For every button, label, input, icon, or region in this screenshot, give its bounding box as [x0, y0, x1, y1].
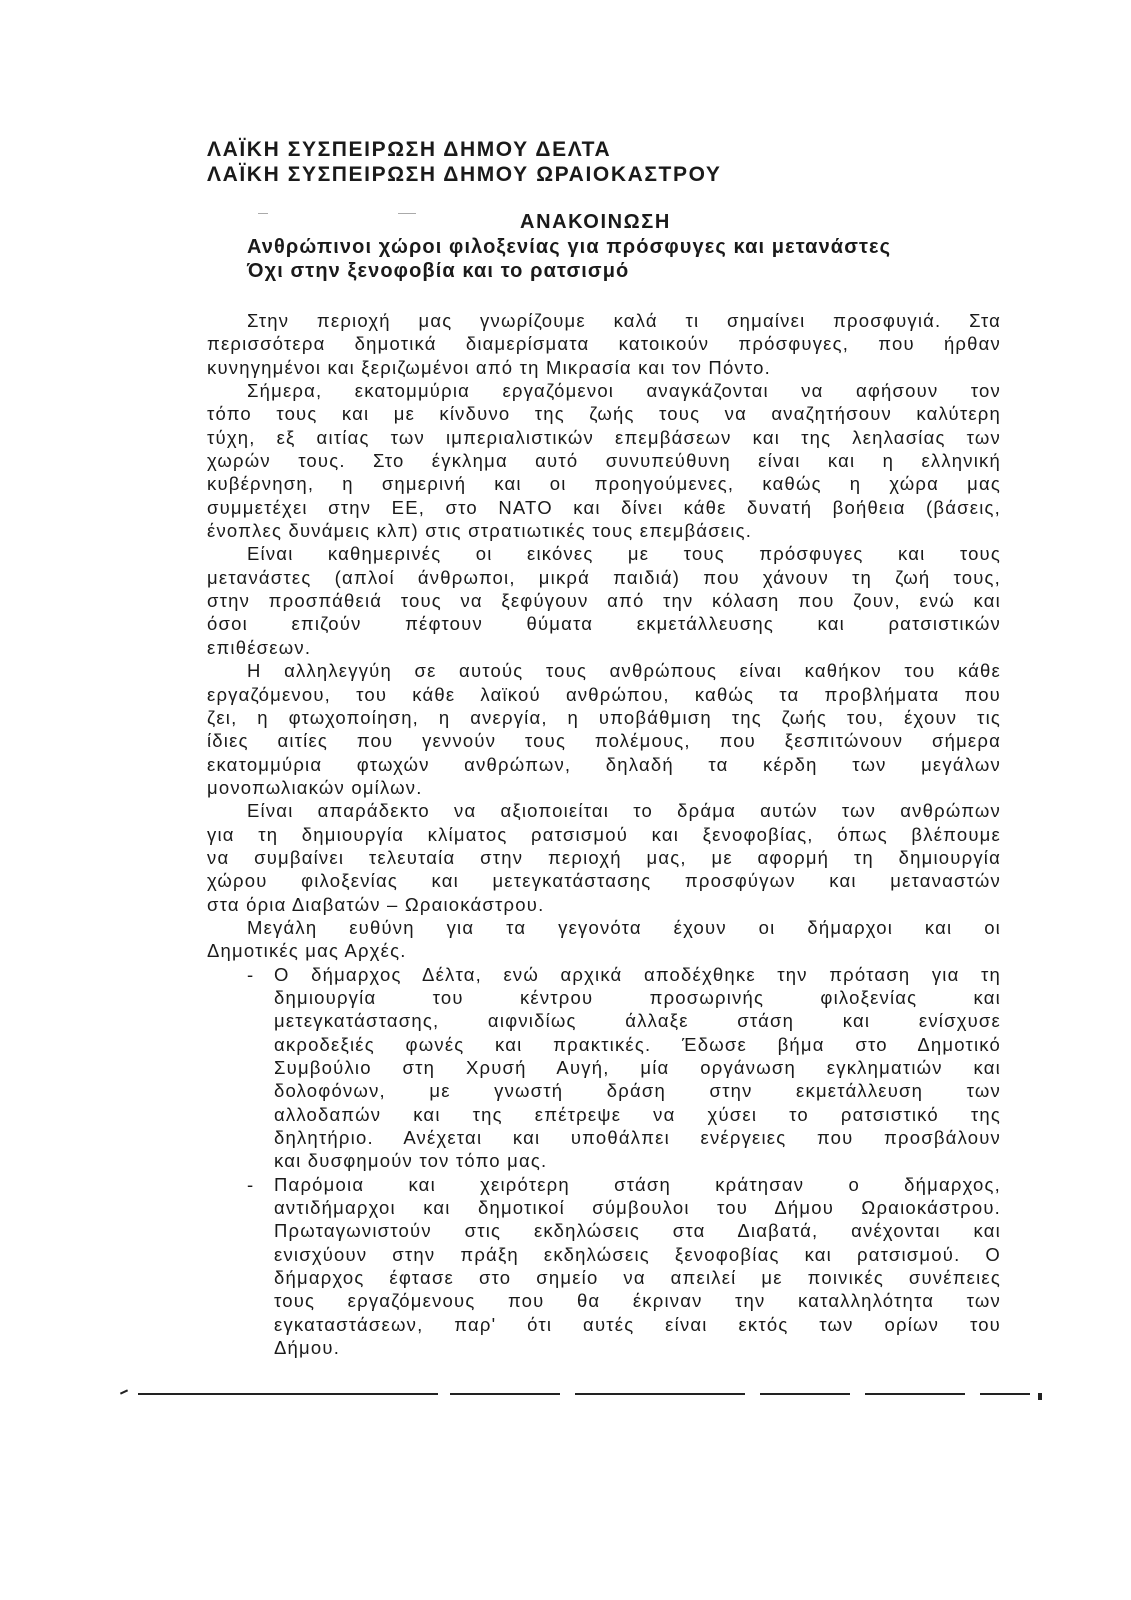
line-text: Είναι απαράδεκτο να αξιοποιείται το δράμα αυτών των ανθρώπων	[247, 800, 1001, 822]
line-text: κυνηγημένοι και ξεριζωμένοι από τη Μικρασία και τον Πόντο.	[207, 356, 771, 378]
text-line	[207, 426, 1001, 449]
text-line	[207, 1266, 1001, 1289]
line-text: μετεγκατάστασης, αιφνιδίως άλλαξε στάση και ενίσχυσε	[274, 1010, 1001, 1032]
line-text: μονοπωλιακών ομίλων.	[207, 776, 423, 798]
text-line	[207, 869, 1001, 892]
line-text: να συμβαίνει τελευταία στην περιοχή μας, με αφορμή τη δημιουργία	[207, 846, 1001, 868]
line-text: επιθέσεων.	[207, 636, 312, 658]
organization-name-oraiokastro: ΛΑΪΚΗ ΣΥΣΠΕΙΡΩΣΗ ΔΗΜΟΥ ΩΡΑΙΟΚΑΣΤΡΟΥ	[207, 163, 722, 186]
line-text: Δήμου.	[274, 1337, 341, 1359]
paragraph	[207, 659, 1001, 799]
organization-name-delta: ΛΑΪΚΗ ΣΥΣΠΕΙΡΩΣΗ ΔΗΜΟΥ ΔΕΛΤΑ	[207, 138, 612, 161]
line-text: συμμετέχει στην ΕΕ, στο ΝΑΤΟ και δίνει κάθε δυνατή βοήθεια (βάσεις,	[207, 496, 1001, 518]
text-line	[207, 729, 1001, 752]
text-line	[207, 893, 1001, 916]
line-text: Δημοτικές μας Αρχές.	[207, 940, 407, 962]
text-line	[207, 519, 1001, 542]
text-line	[207, 589, 1001, 612]
line-text: Παρόμοια και χειρότερη στάση κράτησαν ο δήμαρχος,	[274, 1173, 1001, 1195]
text-line	[207, 472, 1001, 495]
document-subtitle-2: Όχι στην ξενοφοβία και το ρατσισμό	[247, 260, 630, 282]
line-text: Στην περιοχή μας γνωρίζουμε καλά τι σημαίνει προσφυγιά. Στα	[247, 310, 1001, 331]
text-line	[207, 496, 1001, 519]
bullet-dash: -	[247, 963, 255, 985]
line-text: αντιδήμαρχοι και δημοτικοί σύμβουλοι του Δήμου Ωραιοκάστρου.	[274, 1197, 1001, 1219]
line-text: στην προσπάθειά τους να ξεφύγουν από την κόλαση που ζουν, ενώ και	[207, 590, 1001, 612]
text-line	[207, 1033, 1001, 1056]
text-line	[207, 1196, 1001, 1219]
paragraph	[207, 916, 1001, 963]
scan-artifact	[398, 213, 416, 214]
text-line	[207, 1173, 1001, 1196]
line-text: ζει, η φτωχοποίηση, η ανεργία, η υποβάθμιση της ζωής του, έχουν τις	[207, 706, 1001, 728]
text-line	[207, 916, 1001, 939]
line-text: ακροδεξιές φωνές και πρακτικές. Έδωσε βήμα στο Δημοτικό	[274, 1033, 1001, 1055]
text-line	[207, 1009, 1001, 1032]
text-line	[207, 1243, 1001, 1266]
line-text: εγκαταστάσεων, παρ' ότι αυτές είναι εκτός των ορίων του	[274, 1313, 1001, 1335]
text-line	[207, 799, 1001, 822]
text-line	[207, 753, 1001, 776]
text-line	[207, 542, 1001, 565]
line-text: περισσότερα δημοτικά διαμερίσματα κατοικούν πρόσφυγες, που ήρθαν	[207, 333, 1001, 355]
paragraph	[207, 799, 1001, 916]
line-text: ενισχύουν στην πράξη εκδηλώσεις ξενοφοβίας και ρατσισμού. Ο	[274, 1243, 1001, 1265]
line-text: Πρωταγωνιστούν στις εκδηλώσεις στα Διαβατά, ανέχονται και	[274, 1220, 1001, 1242]
line-text: χώρου φιλοξενίας και μετεγκατάστασης προσφύγων και μεταναστών	[207, 870, 1001, 892]
line-text: αλλοδαπών και της επέτρεψε να χύσει το ρατσιστικό της	[274, 1103, 1001, 1125]
text-line	[207, 379, 1001, 402]
text-line	[207, 1079, 1001, 1102]
line-text: κυβέρνηση, η σημερινή και οι προηγούμενες, καθώς η χώρα μας	[207, 473, 1001, 495]
line-text: Ο δήμαρχος Δέλτα, ενώ αρχικά αποδέχθηκε την πρόταση για τη	[274, 963, 1001, 985]
line-text: στα όρια Διαβατών – Ωραιοκάστρου.	[207, 893, 545, 915]
text-line	[207, 1149, 1001, 1172]
text-line	[207, 939, 1001, 962]
text-line	[207, 612, 1001, 635]
line-text: Σήμερα, εκατομμύρια εργαζόμενοι αναγκάζονται να αφήσουν τον	[247, 380, 1001, 402]
text-line	[207, 1313, 1001, 1336]
line-text: δολοφόνων, με γνωστή δράση στην εκμετάλλευση των	[274, 1080, 1001, 1102]
line-text: ένοπλες δυνάμεις κλπ) στις στρατιωτικές τους επεμβάσεις.	[207, 520, 753, 542]
text-line	[207, 683, 1001, 706]
text-line	[207, 659, 1001, 682]
line-text: εργαζόμενου, του κάθε λαϊκού ανθρώπου, καθώς τα προβλήματα που	[207, 683, 1001, 705]
line-text: χωρών τους. Στο έγκλημα αυτό συνυπεύθυνη είναι και η ελληνική	[207, 450, 1001, 472]
line-text: ίδιες αιτίες που γεννούν τους πολέμους, που ξεσπιτώνουν σήμερα	[207, 730, 1001, 752]
line-text: τόπο τους και με κίνδυνο της ζωής τους να αναζητήσουν καλύτερη	[207, 403, 1001, 425]
bullet-dash: -	[247, 1173, 255, 1195]
line-text: όσοι επιζούν πέφτουν θύματα εκμετάλλευσης και ρατσιστικών	[207, 613, 1001, 635]
text-line	[207, 1336, 1001, 1359]
line-text: Η αλληλεγγύη σε αυτούς τους ανθρώπους είναι καθήκον του κάθε	[247, 660, 1001, 682]
line-text: τύχη, εξ αιτίας των ιμπεριαλιστικών επεμβάσεων και της λεηλασίας των	[207, 426, 1001, 448]
document-subtitle: Ανθρώπινοι χώροι φιλοξενίας για πρόσφυγες και μετανάστες	[247, 236, 892, 258]
document-body	[207, 309, 1001, 1359]
line-text: Είναι καθημερινές οι εικόνες με τους πρόσφυγες και τους	[247, 543, 1001, 565]
line-text: δηλητήριο. Ανέχεται και υποθάλπει ενέργειες που προσβάλουν	[274, 1127, 1001, 1149]
text-line	[207, 309, 1001, 332]
paragraph	[207, 542, 1001, 659]
text-line	[207, 356, 1001, 379]
text-line	[207, 566, 1001, 589]
line-text: για τη δημιουργία κλίματος ρατσισμού και ξενοφοβίας, όπως βλέπουμε	[207, 823, 1001, 845]
line-text: μετανάστες (απλοί άνθρωποι, μικρά παιδιά) που χάνουν τη ζωή τους,	[207, 566, 1001, 588]
text-line	[207, 636, 1001, 659]
bullet-item	[207, 1173, 1001, 1360]
text-line	[207, 332, 1001, 355]
paragraph	[207, 379, 1001, 542]
bullet-item	[207, 963, 1001, 1173]
text-line	[207, 1289, 1001, 1312]
text-line	[207, 449, 1001, 472]
line-text: δήμαρχος έφτασε στο σημείο να απειλεί με ποινικές συνέπειες	[274, 1267, 1001, 1289]
scan-artifact	[258, 213, 268, 214]
document-title: ΑΝΑΚΟΙΝΩΣΗ	[520, 211, 671, 233]
footer-rule	[120, 1393, 1045, 1396]
line-text: και δυσφημούν τον τόπο μας.	[274, 1150, 548, 1172]
text-line	[207, 1103, 1001, 1126]
line-text: δημιουργία του κέντρου προσωρινής φιλοξενίας και	[274, 986, 1001, 1008]
line-text: τους εργαζόμενους που θα έκριναν την καταλληλότητα των	[274, 1290, 1001, 1312]
line-text: Μεγάλη ευθύνη για τα γεγονότα έχουν οι δήμαρχοι και οι	[247, 916, 1001, 938]
text-line	[207, 963, 1001, 986]
text-line	[207, 846, 1001, 869]
line-text: Συμβούλιο στη Χρυσή Αυγή, μία οργάνωση εγκληματιών και	[274, 1057, 1001, 1078]
text-line	[207, 1126, 1001, 1149]
paragraph	[207, 309, 1001, 379]
text-line	[207, 823, 1001, 846]
text-line	[207, 986, 1001, 1009]
text-line	[207, 402, 1001, 425]
text-line	[207, 706, 1001, 729]
text-line	[207, 776, 1001, 799]
line-text: εκατομμύρια φτωχών ανθρώπων, δηλαδή τα κέρδη των μεγάλων	[207, 753, 1001, 775]
text-line	[207, 1056, 1001, 1079]
text-line	[207, 1219, 1001, 1242]
